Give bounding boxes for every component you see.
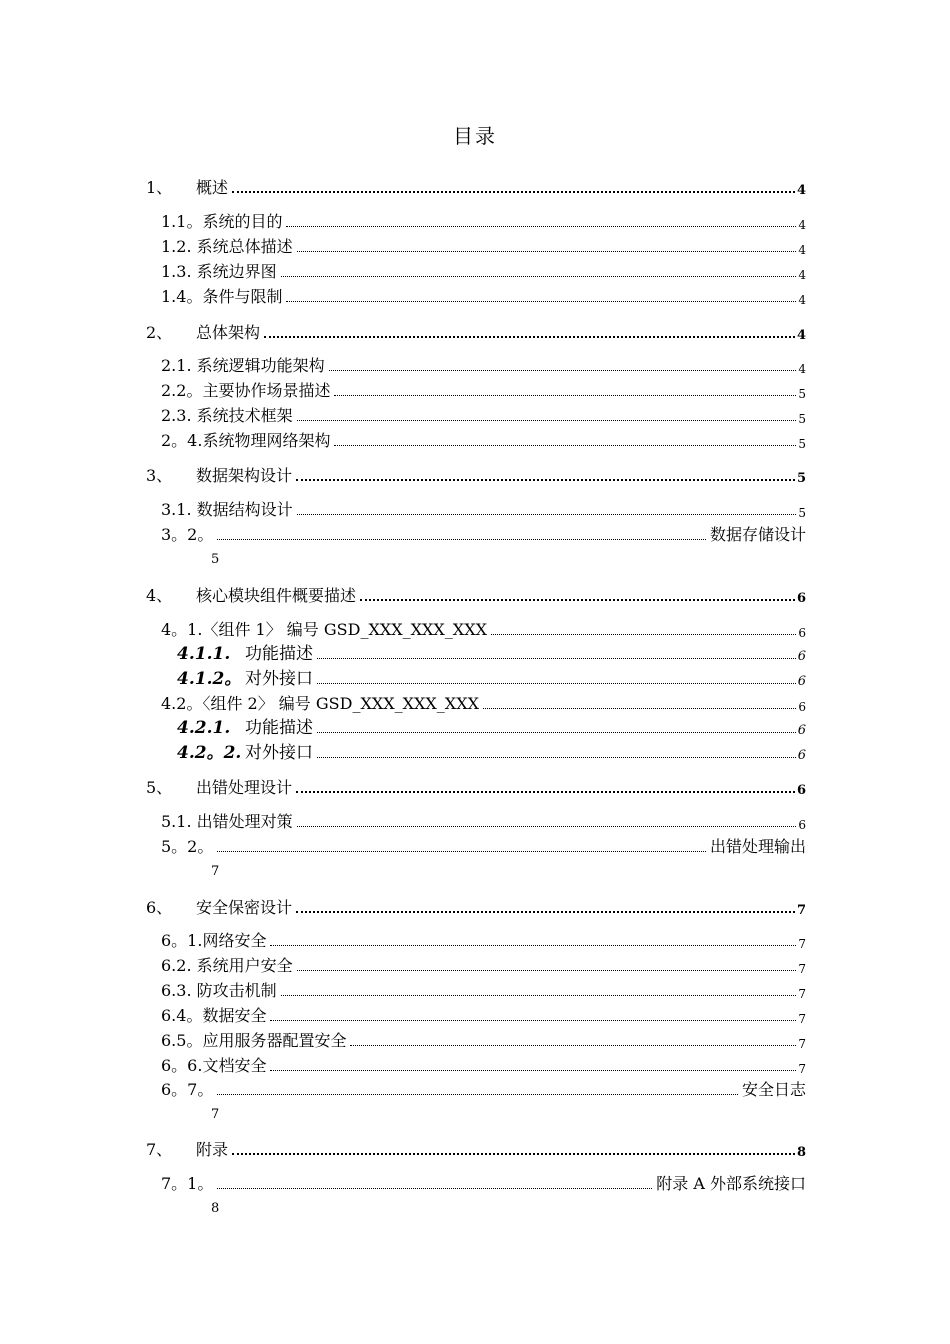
toc-page-number: 7 xyxy=(211,864,220,879)
toc-entry-text: 功能描述 xyxy=(245,718,313,738)
toc-entry-7-1[interactable] xyxy=(161,1170,806,1194)
dot-leader xyxy=(286,222,796,227)
dot-leader xyxy=(297,822,797,827)
toc-entry-number: 3。2。 xyxy=(161,525,214,544)
toc-entry-4[interactable] xyxy=(146,582,806,606)
toc-entry-text: 2。4.系统物理网络架构 xyxy=(161,431,331,450)
toc-entry-text: 核心模块组件概要描述 xyxy=(196,586,357,605)
dot-leader xyxy=(317,654,796,659)
toc-page-number: 5 xyxy=(798,437,806,451)
toc-page-number: 7 xyxy=(798,962,806,976)
dot-leader xyxy=(217,1090,738,1095)
toc-entry-text: 6.2. 系统用户安全 xyxy=(161,956,293,975)
dot-leader xyxy=(360,595,795,601)
toc-entry-1-3[interactable] xyxy=(161,258,806,282)
toc-entry-number: 6、 xyxy=(146,898,173,917)
toc-page-number: 7 xyxy=(798,987,806,1001)
toc-entry-3[interactable] xyxy=(146,462,806,486)
toc-page-number: 6 xyxy=(798,626,806,640)
dot-leader xyxy=(297,247,797,252)
toc-entry-2[interactable] xyxy=(146,319,806,343)
toc-entry-number: 5。2。 xyxy=(161,837,214,856)
dot-leader xyxy=(317,679,796,684)
toc-page-number: 4 xyxy=(798,218,806,232)
dot-leader xyxy=(232,187,795,193)
toc-entry-text: 1.2. 系统总体描述 xyxy=(161,237,293,256)
toc-entry-6-7[interactable] xyxy=(161,1076,806,1100)
toc-page-number: 6 xyxy=(797,674,806,689)
toc-entry-5[interactable] xyxy=(146,774,806,798)
toc-entry-2-3[interactable] xyxy=(161,402,806,426)
toc-entry-6-5[interactable] xyxy=(161,1027,806,1051)
toc-entry-text: 安全保密设计 xyxy=(196,898,293,917)
toc-entry-text: 6.5。应用服务器配置安全 xyxy=(161,1031,347,1050)
toc-entry-4-1[interactable] xyxy=(161,616,806,640)
dot-leader xyxy=(317,753,796,758)
dot-leader xyxy=(232,1149,795,1155)
toc-page-number: 4 xyxy=(796,328,806,343)
dot-leader xyxy=(334,391,796,396)
toc-entry-text: 2.1. 系统逻辑功能架构 xyxy=(161,356,325,375)
toc-entry-1-4[interactable] xyxy=(161,283,806,307)
toc-page-number: 4 xyxy=(798,293,806,307)
toc-entry-1-1[interactable] xyxy=(161,208,806,232)
toc-entry-number: 1、 xyxy=(146,178,173,197)
dot-leader xyxy=(270,941,796,946)
toc-page-number: 7 xyxy=(798,1012,806,1026)
toc-entry-text: 6.4。数据安全 xyxy=(161,1006,267,1025)
toc-page-number: 8 xyxy=(211,1201,220,1216)
toc-entry-number: 3、 xyxy=(146,466,173,485)
toc-page-number: 8 xyxy=(796,1145,806,1160)
toc-entry-text: 附录 xyxy=(196,1140,229,1159)
toc-page-number: 5 xyxy=(798,387,806,401)
toc-entry-4-1-1[interactable] xyxy=(177,640,806,664)
toc-entry-6-6[interactable] xyxy=(161,1052,806,1076)
toc-page-number: 7 xyxy=(211,1107,220,1122)
toc-entry-text: 附录 A 外部系统接口 xyxy=(656,1174,806,1193)
dot-leader xyxy=(297,510,797,515)
toc-entry-7[interactable] xyxy=(146,1136,806,1160)
dot-leader xyxy=(334,441,796,446)
toc-page-number: 4 xyxy=(796,183,806,198)
toc-page-number: 7 xyxy=(796,903,806,918)
toc-entry-number: 4.2。2. xyxy=(177,743,242,763)
dot-leader xyxy=(281,272,797,277)
dot-leader xyxy=(297,966,797,971)
dot-leader xyxy=(296,907,795,913)
dot-leader xyxy=(329,366,797,371)
dot-leader xyxy=(317,728,796,733)
toc-page-number: 6 xyxy=(797,649,806,664)
toc-entry-2-1[interactable] xyxy=(161,352,806,376)
dot-leader xyxy=(217,535,706,540)
toc-entry-text: 4。1.〈组件 1〉 编号 GSD_XXX_XXX_XXX xyxy=(161,620,487,639)
dot-leader xyxy=(217,1184,652,1189)
toc-entry-6-3[interactable] xyxy=(161,977,806,1001)
toc-entry-text: 6.3. 防攻击机制 xyxy=(161,981,277,1000)
dot-leader xyxy=(217,847,706,852)
toc-entry-text: 概述 xyxy=(196,178,229,197)
toc-entry-6-4[interactable] xyxy=(161,1002,806,1026)
toc-entry-4-2-1[interactable] xyxy=(177,714,806,738)
toc-entry-text: 功能描述 xyxy=(245,644,313,664)
toc-entry-5-2[interactable] xyxy=(161,833,806,857)
toc-entry-2-4[interactable] xyxy=(161,427,806,451)
toc-entry-text: 3.1. 数据结构设计 xyxy=(161,500,293,519)
toc-page-number: 4 xyxy=(798,268,806,282)
toc-entry-3-2[interactable] xyxy=(161,521,806,545)
toc-entry-text: 6。1.网络安全 xyxy=(161,931,267,950)
toc-page-number: 7 xyxy=(798,1037,806,1051)
toc-page-number: 6 xyxy=(798,700,806,714)
toc-entry-text: 出错处理设计 xyxy=(196,778,293,797)
toc-entry-1[interactable] xyxy=(146,174,806,198)
toc-entry-text: 1.1。系统的目的 xyxy=(161,212,283,231)
toc-entry-text: 出错处理输出 xyxy=(709,837,806,856)
dot-leader xyxy=(286,297,796,302)
toc-page-number: 6 xyxy=(797,723,806,738)
toc-page-number: 6 xyxy=(798,818,806,832)
toc-page-number: 5 xyxy=(796,471,806,486)
toc-entry-text: 2.3. 系统技术框架 xyxy=(161,406,293,425)
toc-page-number: 6 xyxy=(796,591,806,606)
dot-leader xyxy=(270,1066,796,1071)
toc-entry-number: 5、 xyxy=(146,778,173,797)
toc-entry-number: 4、 xyxy=(146,586,173,605)
toc-entry-text: 对外接口 xyxy=(245,743,313,763)
dot-leader xyxy=(264,332,795,338)
toc-entry-text: 数据存储设计 xyxy=(709,525,806,544)
dot-leader xyxy=(491,630,796,635)
dot-leader xyxy=(483,704,796,709)
toc-entry-number: 7、 xyxy=(146,1140,173,1159)
toc-page-number: 5 xyxy=(798,506,806,520)
toc-entry-text: 6。6.文档安全 xyxy=(161,1056,267,1075)
toc-page-number: 4 xyxy=(798,243,806,257)
toc-entry-number: 7。1。 xyxy=(161,1174,214,1193)
toc-entry-number: 4.1.1. xyxy=(177,644,231,664)
toc-entry-number: 4.2.1. xyxy=(177,718,231,738)
toc-entry-6-1[interactable] xyxy=(161,927,806,951)
toc-entry-1-2[interactable] xyxy=(161,233,806,257)
toc-entry-6[interactable] xyxy=(146,894,806,918)
toc-title: 目录 xyxy=(453,124,497,148)
toc-entry-text: 对外接口 xyxy=(245,669,313,689)
toc-entry-number: 4.1.2。 xyxy=(177,669,242,689)
toc-entry-text: 5.1. 出错处理对策 xyxy=(161,812,293,831)
toc-entry-number: 6。7。 xyxy=(161,1080,214,1099)
toc-entry-6-2[interactable] xyxy=(161,952,806,976)
toc-entry-text: 1.4。条件与限制 xyxy=(161,287,283,306)
dot-leader xyxy=(281,991,797,996)
toc-page-number: 6 xyxy=(796,783,806,798)
toc-entry-5-1[interactable] xyxy=(161,808,806,832)
toc-page-number: 4 xyxy=(798,362,806,376)
toc-entry-text: 总体架构 xyxy=(196,323,261,342)
dot-leader xyxy=(296,475,795,481)
dot-leader xyxy=(297,416,797,421)
toc-entry-4-1-2[interactable] xyxy=(177,665,806,689)
toc-entry-4-2[interactable] xyxy=(161,690,806,714)
toc-page-number: 5 xyxy=(798,412,806,426)
toc-entry-text: 1.3. 系统边界图 xyxy=(161,262,277,281)
toc-entry-4-2-2[interactable] xyxy=(177,739,806,763)
toc-page-number: 7 xyxy=(798,937,806,951)
toc-page-number: 6 xyxy=(797,748,806,763)
dot-leader xyxy=(296,787,795,793)
dot-leader xyxy=(350,1041,796,1046)
toc-page-number: 5 xyxy=(211,552,220,567)
toc-entry-2-2[interactable] xyxy=(161,377,806,401)
toc-entry-text: 2.2。主要协作场景描述 xyxy=(161,381,331,400)
toc-entry-3-1[interactable] xyxy=(161,496,806,520)
toc-entry-text: 安全日志 xyxy=(741,1080,806,1099)
toc-entry-text: 数据架构设计 xyxy=(196,466,293,485)
toc-entry-number: 2、 xyxy=(146,323,173,342)
dot-leader xyxy=(270,1016,796,1021)
toc-page-number: 7 xyxy=(798,1062,806,1076)
toc-entry-text: 4.2。〈组件 2〉 编号 GSD_XXX_XXX_XXX xyxy=(161,694,479,713)
